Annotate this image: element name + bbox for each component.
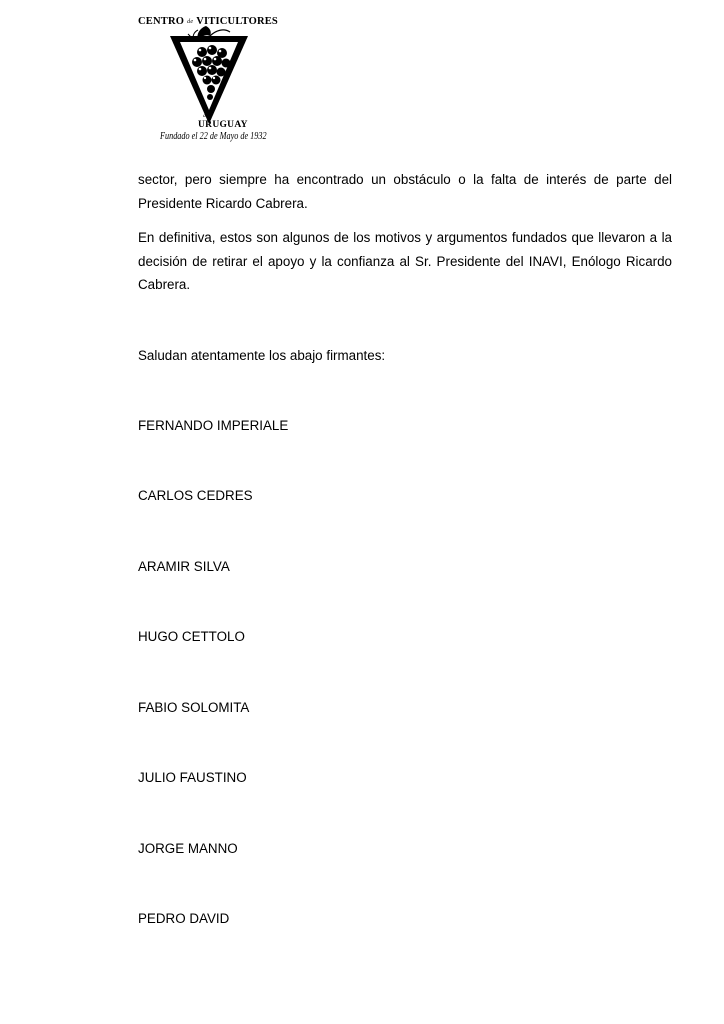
org-name-de: de (187, 18, 194, 25)
signatory-name: FERNANDO IMPERIALE (138, 418, 289, 433)
org-del: del (203, 113, 210, 119)
signatory-name: HUGO CETTOLO (138, 629, 245, 644)
letterhead-logo (136, 12, 292, 146)
body-paragraph-1: sector, pero siempre ha encontrado un obstáculo o la falta de interés de parte del Presidente Ricardo Cabrera. (138, 172, 672, 211)
org-name-right: VITICULTORES (196, 16, 278, 27)
signatory-name: CARLOS CEDRES (138, 488, 253, 503)
org-name (138, 16, 278, 27)
org-country: URUGUAY (198, 120, 248, 130)
closing-greeting: Saludan atentamente los abajo firmantes: (138, 348, 386, 363)
signatory-name: ARAMIR SILVA (138, 559, 230, 574)
signatory-name: JORGE MANNO (138, 841, 238, 856)
signatory-name: PEDRO DAVID (138, 911, 230, 926)
org-name-left: CENTRO (138, 16, 185, 27)
founded-date: Fundado el 22 de Mayo de 1932 (160, 131, 267, 142)
body-paragraph-2: En definitiva, estos son algunos de los motivos y argumentos fundados que llevaron a la decisión de retirar el apoyo y la confianza al Sr. Presidente del INAVI, Enólogo Ricardo Cabrera. (138, 230, 672, 292)
signatory-name: FABIO SOLOMITA (138, 700, 250, 715)
signatory-name: JULIO FAUSTINO (138, 770, 247, 785)
